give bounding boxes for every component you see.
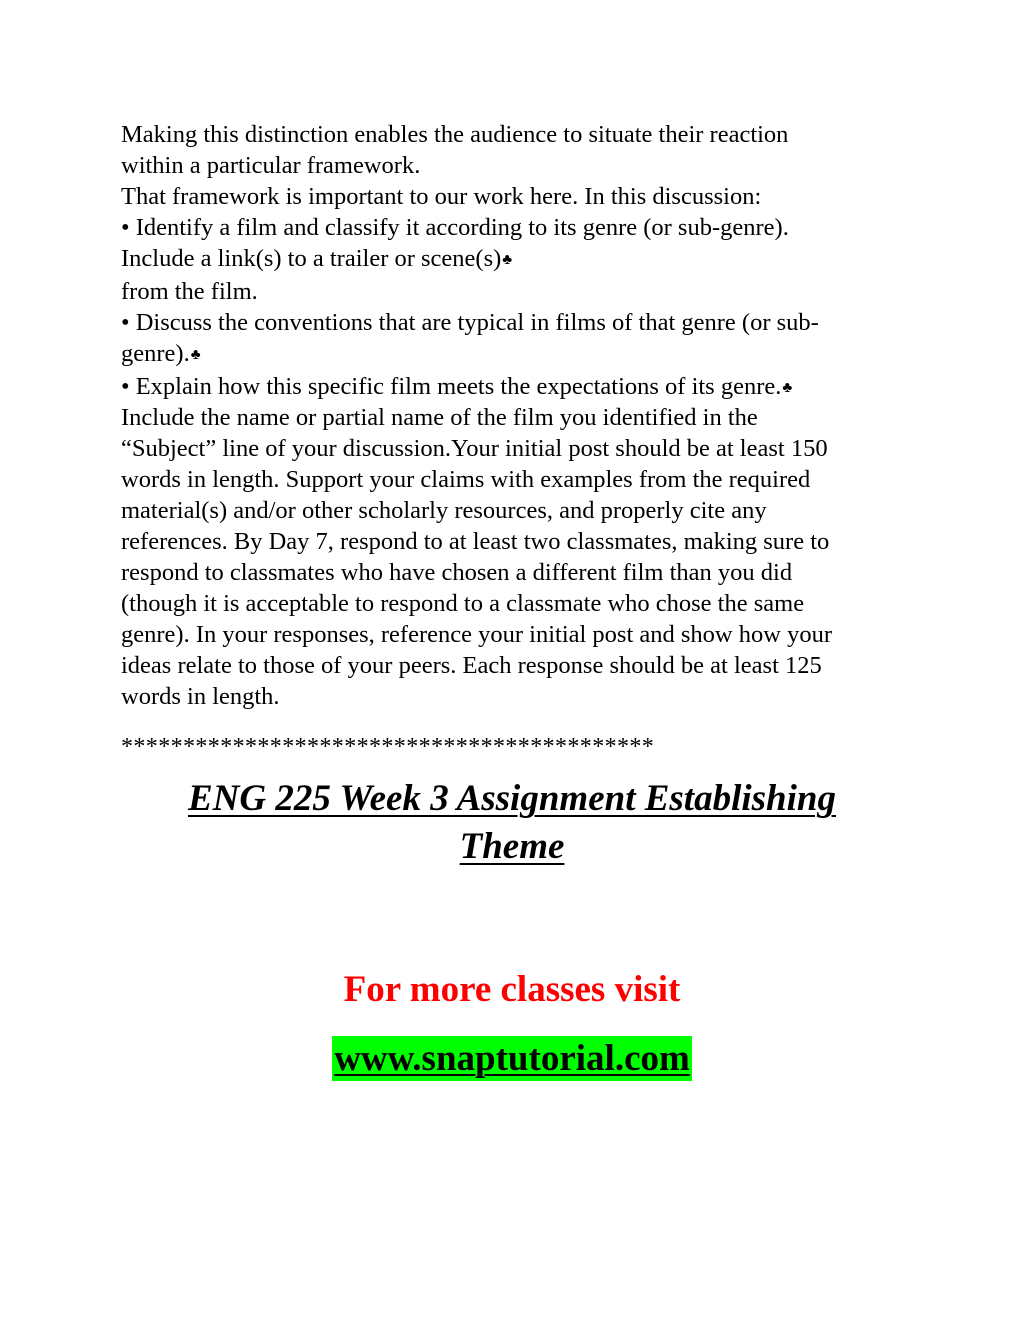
club-icon: ♣ — [782, 380, 793, 396]
body-line: Making this distinction enables the audience to situate their reaction — [121, 121, 789, 148]
website-link[interactable]: www.snaptutorial.com — [334, 1038, 690, 1079]
body-line: references. By Day 7, respond to at least two classmates, making sure to — [121, 528, 830, 555]
body-line — [121, 243, 921, 276]
body-line: ideas relate to those of your peers. Each response should be at least 125 — [121, 652, 822, 679]
body-line-text: genre). — [121, 340, 190, 367]
bullet-item — [121, 371, 921, 402]
body-line-text: Include a link(s) to a trailer or scene(s) — [121, 245, 502, 272]
body-line: respond to classmates who have chosen a different film than you did — [121, 559, 793, 586]
assignment-heading — [0, 775, 1024, 871]
body-line: words in length. — [121, 683, 280, 710]
body-line: Include the name or partial name of the film you identified in the — [121, 404, 758, 431]
body-line-text: • Explain how this specific film meets the expectations of its genre. — [121, 373, 782, 400]
body-line: words in length. Support your claims with examples from the required — [121, 466, 811, 493]
body-line: (though it is acceptable to respond to a classmate who chose the same — [121, 590, 805, 617]
club-icon: ♣ — [502, 252, 513, 268]
promo-link-container — [0, 1036, 1024, 1081]
bullet-item: • Identify a film and classify it according to its genre (or sub-genre). — [121, 214, 789, 241]
body-line: That framework is important to our work here. In this discussion: — [121, 183, 762, 210]
promo-text: For more classes visit — [343, 969, 681, 1010]
body-text — [121, 119, 921, 762]
body-line — [121, 338, 921, 371]
heading-line-1: ENG 225 Week 3 Assignment Establishing — [188, 778, 836, 819]
body-line: “Subject” line of your discussion.Your initial post should be at least 150 — [121, 435, 828, 462]
separator-line: ******************************************* — [121, 734, 655, 760]
body-line: within a particular framework. — [121, 152, 421, 179]
body-line: material(s) and/or other scholarly resources, and properly cite any — [121, 497, 767, 524]
bullet-item: • Discuss the conventions that are typical in films of that genre (or sub- — [121, 309, 819, 336]
spacer — [121, 712, 921, 732]
body-line: from the film. — [121, 278, 258, 305]
body-line: genre). In your responses, reference your initial post and show how your — [121, 621, 832, 648]
heading-line-2: Theme — [459, 826, 565, 867]
document-page — [121, 119, 921, 762]
club-icon: ♣ — [190, 347, 201, 363]
